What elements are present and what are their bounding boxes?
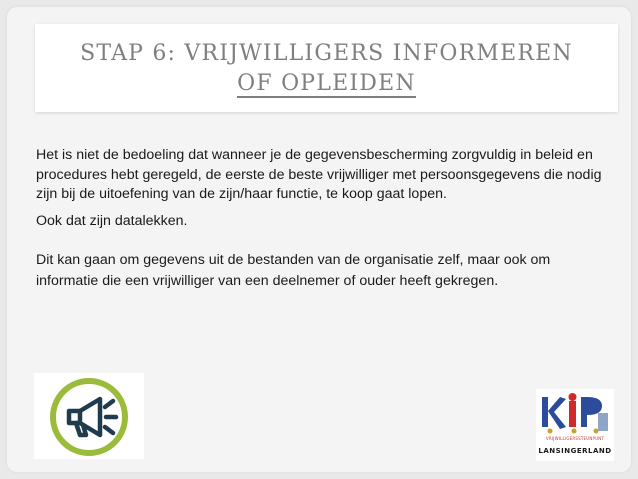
logo-big-text: LANSINGERLAND: [538, 447, 612, 455]
title-box: [35, 24, 618, 112]
paragraph-3: Dit kan gaan om gegevens uit de bestanden van de organisatie zelf, maar ook om informatie die een vrijwilliger van een deelnemer of ouder heeft gekregen.: [36, 252, 551, 289]
logo-small-text: VRIJWILLIGERSSTEUNPUNT: [545, 436, 605, 441]
lansingerland-logo: [536, 389, 614, 461]
megaphone-logo: [34, 373, 144, 459]
kip-figures-icon: [536, 391, 614, 437]
paragraph-1: Het is niet de bedoeling dat wanneer je de gegevensbescherming zorgvuldig in beleid en procedures hebt geregeld, de eerste de beste vrijwilliger met persoonsgegevens die nodig zijn bij de uitoefening van de zijn/haar functie, te koop gaat lopen.: [36, 147, 602, 202]
paragraph-2: Ook dat zijn datalekken.: [36, 212, 188, 229]
title-line-1: STAP 6: VRIJWILLIGERS INFORMEREN: [80, 41, 573, 66]
slide-body: [36, 146, 606, 292]
megaphone-icon: [34, 373, 144, 459]
title-line-2: OF OPLEIDEN: [237, 71, 416, 96]
